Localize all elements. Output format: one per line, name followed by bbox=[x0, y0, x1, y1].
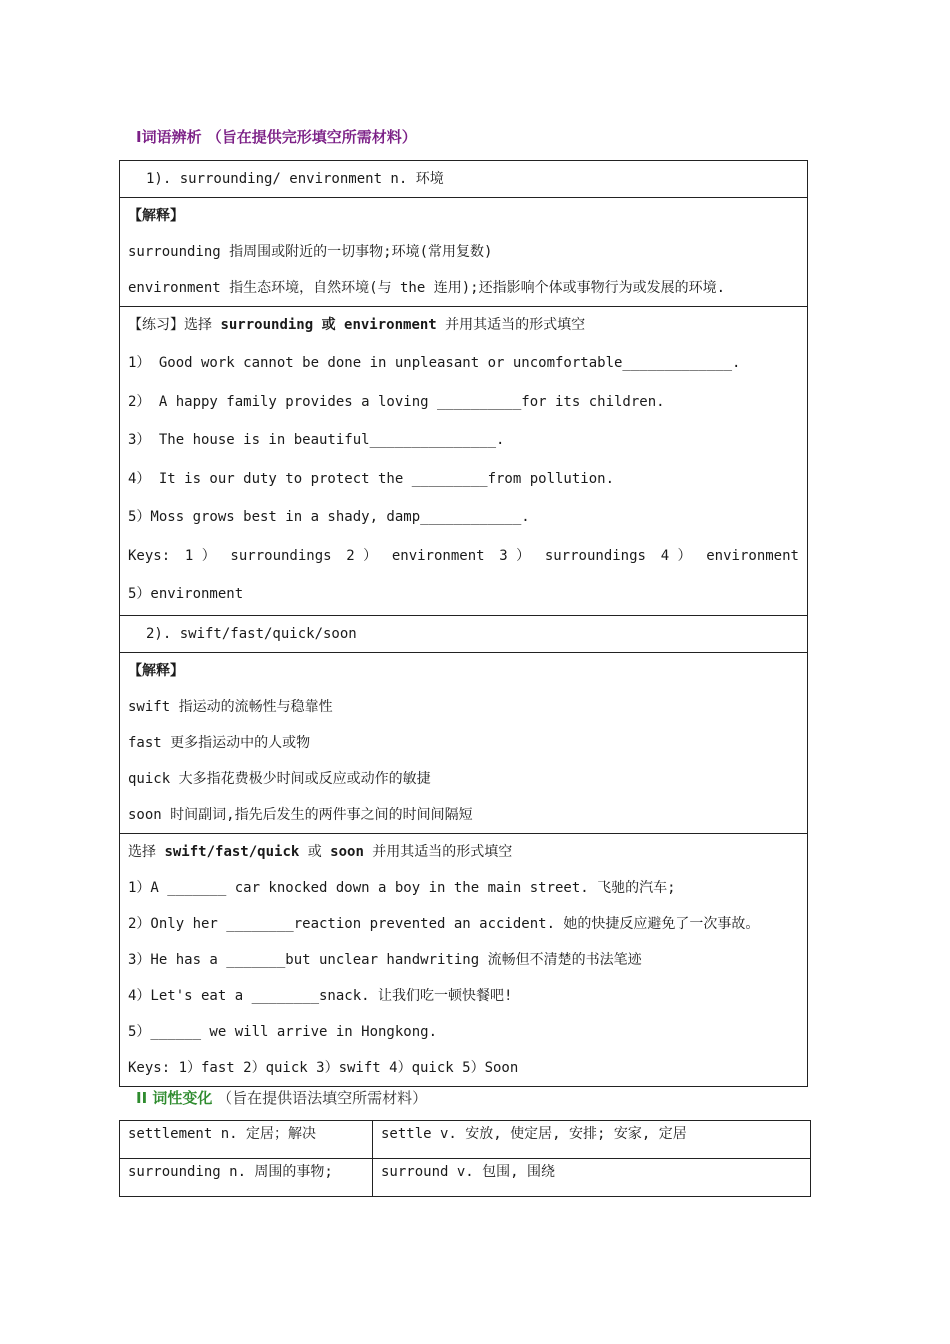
table-row bbox=[120, 307, 808, 616]
table-row bbox=[120, 1121, 811, 1159]
practice-item: 3） The house is in beautiful_______________. bbox=[128, 432, 505, 448]
block-2-practice-instruction bbox=[128, 834, 799, 870]
practice-item: 2） A happy family provides a loving __________for its children. bbox=[128, 394, 665, 410]
section-1-title: Ⅰ词语辨析 （旨在提供完形填空所需材料） bbox=[136, 128, 417, 146]
table-cell: settlement n. 定居；解决 bbox=[120, 1121, 373, 1159]
key-number: 3 ） bbox=[499, 548, 531, 564]
block-1-header: 1). surrounding/ environment n. 环境 bbox=[146, 171, 444, 187]
section-2-title-accent: II 词性变化 bbox=[136, 1089, 213, 1107]
practice-item: 5）______ we will arrive in Hongkong. bbox=[128, 1024, 438, 1040]
answer-key-last: 5）environment bbox=[128, 586, 244, 602]
practice-label: 【练习】选择 bbox=[128, 317, 221, 333]
block-2-explain-cell bbox=[120, 653, 808, 834]
word-forms-table bbox=[119, 1120, 811, 1197]
block-1-explain-cell bbox=[120, 198, 808, 307]
table-row bbox=[120, 1159, 811, 1197]
key-number: 1 ） bbox=[184, 548, 216, 564]
practice-rest: 并用其适当的形式填空 bbox=[436, 317, 586, 333]
table-cell: settle v. 安放, 使定居, 安排; 安家, 定居 bbox=[373, 1121, 811, 1159]
practice-mid: 或 bbox=[299, 844, 331, 860]
practice-item: 1） Good work cannot be done in unpleasant or uncomfortable_____________. bbox=[128, 355, 741, 371]
answer-keys bbox=[128, 538, 799, 574]
section-2-title bbox=[136, 1087, 427, 1108]
answer-keys: Keys: 1）fast 2）quick 3）swift 4）quick 5）Soon bbox=[128, 1060, 519, 1076]
key-number: 4 ） bbox=[660, 548, 692, 564]
word-analysis-table bbox=[119, 160, 808, 1087]
practice-item: 1）A _______ car knocked down a boy in the main street. 飞驰的汽车; bbox=[128, 880, 676, 896]
practice-rest: 并用其适当的形式填空 bbox=[363, 844, 513, 860]
block-2-header-cell bbox=[120, 616, 808, 653]
table-cell: surround v. 包围, 围绕 bbox=[373, 1159, 811, 1197]
block-2-explain-line: soon 时间副词,指先后发生的两件事之间的时间间隔短 bbox=[128, 807, 473, 823]
block-1-practice-instruction bbox=[128, 307, 799, 343]
table-row bbox=[120, 834, 808, 1087]
table-row bbox=[120, 198, 808, 307]
practice-item: 4）Let's eat a ________snack. 让我们吃一顿快餐吧! bbox=[128, 988, 513, 1004]
key-answer: environment bbox=[706, 548, 799, 564]
practice-item: 2）Only her ________reaction prevented an accident. 她的快捷反应避免了一次事故。 bbox=[128, 916, 760, 932]
key-answer: surroundings bbox=[544, 548, 646, 564]
table-row bbox=[120, 616, 808, 653]
practice-item: 4） It is our duty to protect the _________from pollution. bbox=[128, 471, 615, 487]
block-2-practice-cell bbox=[120, 834, 808, 1087]
block-2-header: 2). swift/fast/quick/soon bbox=[146, 626, 357, 642]
table-row bbox=[120, 161, 808, 198]
block-1-explain-label: 【解释】 bbox=[128, 208, 184, 224]
key-number: 2 ） bbox=[346, 548, 378, 564]
practice-item: 5）Moss grows best in a shady, damp____________. bbox=[128, 509, 530, 525]
key-answer: surroundings bbox=[230, 548, 332, 564]
table-cell: surrounding n. 周围的事物; bbox=[120, 1159, 373, 1197]
block-2-explain-line: swift 指运动的流畅性与稳靠性 bbox=[128, 699, 333, 715]
practice-words: swift/fast/quick bbox=[164, 844, 300, 860]
block-2-explain-line: fast 更多指运动中的人或物 bbox=[128, 735, 311, 751]
block-1-practice-cell bbox=[120, 307, 808, 616]
key-answer: environment bbox=[391, 548, 485, 564]
block-1-header-cell bbox=[120, 161, 808, 198]
block-2-explain-line: quick 大多指花费极少时间或反应或动作的敏捷 bbox=[128, 771, 431, 787]
practice-words: surrounding 或 environment bbox=[220, 317, 437, 333]
keys-label: Keys: bbox=[128, 548, 171, 564]
section-2-title-rest: （旨在提供语法填空所需材料） bbox=[212, 1089, 428, 1107]
block-1-explain-line: environment 指生态环境，自然环境(与 the 连用);还指影响个体或事物行为或发展的环境. bbox=[128, 280, 726, 296]
block-2-explain-label: 【解释】 bbox=[128, 663, 184, 679]
table-row bbox=[120, 653, 808, 834]
block-1-explain-line: surrounding 指周围或附近的一切事物;环境(常用复数) bbox=[128, 244, 493, 260]
practice-item: 3）He has a _______but unclear handwriting 流畅但不清楚的书法笔迹 bbox=[128, 952, 642, 968]
practice-label: 选择 bbox=[128, 844, 165, 860]
practice-words-2: soon bbox=[330, 844, 364, 860]
